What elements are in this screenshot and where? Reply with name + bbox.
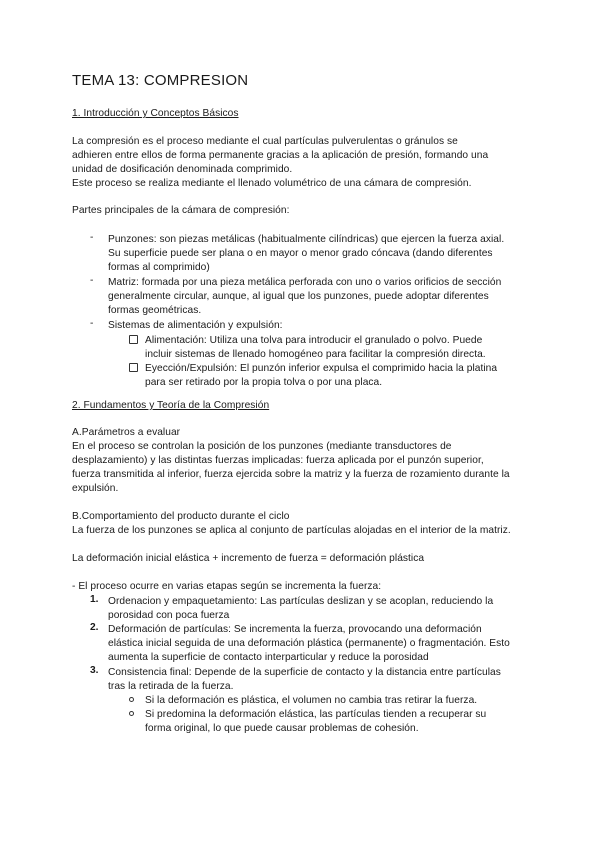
paragraph-line: En el proceso se controlan la posición de los punzones (mediante transductores de: [72, 441, 452, 452]
bullet-line: Punzones: son piezas metálicas (habitualmente cilíndricas) que ejercen la fuerza axial.: [108, 234, 505, 245]
bullet-dash: -: [90, 232, 94, 243]
subitem-line: Alimentación: Utiliza una tolva para introducir el granulado o polvo. Puede: [145, 335, 483, 346]
paragraph-line: La fuerza de los punzones se aplica al conjunto de partículas alojadas en el interior de la matriz.: [72, 525, 511, 536]
bullet-line: formas geométricas.: [108, 305, 202, 316]
stage-line: elástica inicial seguida de una deformación plástica (permanente) o fragmentación. Esto: [108, 638, 510, 649]
subitem-line: incluir sistemas de llenado homogéneo para facilitar la compresión directa.: [145, 349, 486, 360]
stage-line: tras la retirada de la fuerza.: [108, 681, 234, 692]
bullet-line: formas al comprimido): [108, 262, 210, 273]
subitem-line: Eyección/Expulsión: El punzón inferior expulsa el comprimido hacia la platina: [145, 363, 498, 374]
paragraph-line: desplazamiento) y las distintas fuerzas implicadas: fuerza aplicada por el punzón superior,: [72, 455, 484, 466]
section-1-heading: 1. Introducción y Conceptos Básicos: [72, 108, 239, 119]
intro-line: adhieren entre ellos de forma permanente gracias a la aplicación de presión, formando una: [72, 150, 489, 161]
stage-line: Deformación de partículas: Se incrementa la fuerza, provocando una deformación: [108, 624, 482, 635]
stage-number: 1.: [90, 594, 99, 605]
intro-line: La compresión es el proceso mediante el cual partículas pulverulentas o gránulos se: [72, 136, 458, 147]
stage-line: Ordenacion y empaquetamiento: Las partículas deslizan y se acoplan, reduciendo la: [108, 596, 494, 607]
bullet-line: Matriz: formada por una pieza metálica perforada con uno o varios orificios de sección: [108, 277, 502, 288]
bullet-dash: -: [90, 318, 94, 329]
bullet-line: Su superficie puede ser plana o en mayor o menor grado cóncava (dando diferentes: [108, 248, 493, 259]
paragraph-line: expulsión.: [72, 483, 119, 494]
circle-item-line: Si predomina la deformación elástica, las partículas tienden a recuperar su: [145, 709, 487, 720]
stage-line: Consistencia final: Depende de la superficie de contacto y la distancia entre partículas: [108, 667, 501, 678]
stages-intro: - El proceso ocurre en varias etapas según se incrementa la fuerza:: [72, 581, 382, 592]
section-2-heading: 2. Fundamentos y Teoría de la Compresión: [72, 400, 270, 411]
stage-line: porosidad con poca fuerza: [108, 610, 230, 621]
checkbox-icon: [129, 335, 138, 344]
circle-bullet-icon: [129, 697, 134, 702]
subsection-b-heading: B.Comportamiento del producto durante el ciclo: [72, 511, 290, 522]
circle-bullet-icon: [129, 711, 134, 716]
stage-number: 2.: [90, 622, 99, 633]
subitem-line: para ser retirado por la propia tolva o por una placa.: [145, 377, 383, 388]
paragraph-line: fuerza transmitida al inferior, fuerza ejercida sobre la matriz y la fuerza de rozamiento durante la: [72, 469, 510, 480]
stage-number: 3.: [90, 665, 99, 676]
bullet-line: generalmente circular, aunque, al igual que los punzones, puede adoptar diferentes: [108, 291, 489, 302]
intro-line: Este proceso se realiza mediante el llenado volumétrico de una cámara de compresión.: [72, 178, 472, 189]
circle-item-line: forma original, lo que puede causar problemas de cohesión.: [145, 723, 419, 734]
parts-heading: Partes principales de la cámara de compresión:: [72, 205, 290, 216]
intro-line: unidad de dosificación denominada comprimido.: [72, 164, 293, 175]
document-title: TEMA 13: COMPRESION: [72, 72, 249, 89]
equation-text: La deformación inicial elástica + incremento de fuerza = deformación plástica: [72, 553, 425, 564]
circle-item-line: Si la deformación es plástica, el volumen no cambia tras retirar la fuerza.: [145, 695, 478, 706]
bullet-line: Sistemas de alimentación y expulsión:: [108, 320, 283, 331]
subsection-a-heading: A.Parámetros a evaluar: [72, 427, 181, 438]
bullet-dash: -: [90, 275, 94, 286]
stage-line: aumenta la superficie de contacto interparticular y reduce la porosidad: [108, 652, 429, 663]
checkbox-icon: [129, 363, 138, 372]
